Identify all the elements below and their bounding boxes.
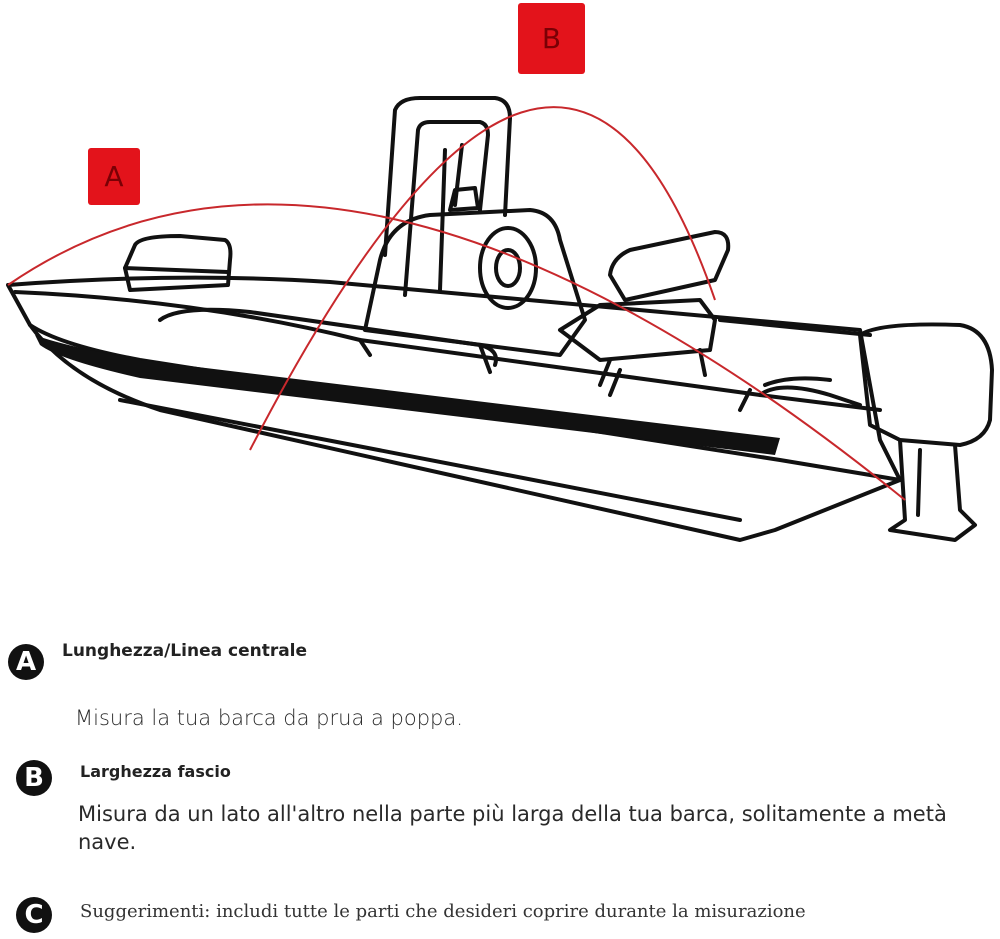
bow-seat <box>125 236 230 290</box>
hull-chine <box>120 400 740 520</box>
console <box>365 210 585 355</box>
steering-wheel <box>480 228 536 308</box>
hull-bottom <box>30 325 900 540</box>
badge-a: A <box>8 644 44 680</box>
outboard-motor <box>860 324 992 445</box>
badge-c: C <box>16 897 52 933</box>
description-beam: Misura da un lato all'altro nella parte più larga della tua barca, solitamente a metà nave. <box>78 802 947 854</box>
heading-length: Lunghezza/Linea centrale <box>62 641 308 661</box>
tip-text: Suggerimenti: includi tutte le parti che desideri coprire durante la misurazione <box>80 901 806 922</box>
label-a-tag: A <box>88 148 140 205</box>
description-length: Misura la tua barca da prua a poppa. <box>75 706 463 730</box>
label-b-tag: B <box>518 3 585 74</box>
heading-beam: Larghezza fascio <box>80 762 231 781</box>
badge-b: B <box>16 760 52 796</box>
